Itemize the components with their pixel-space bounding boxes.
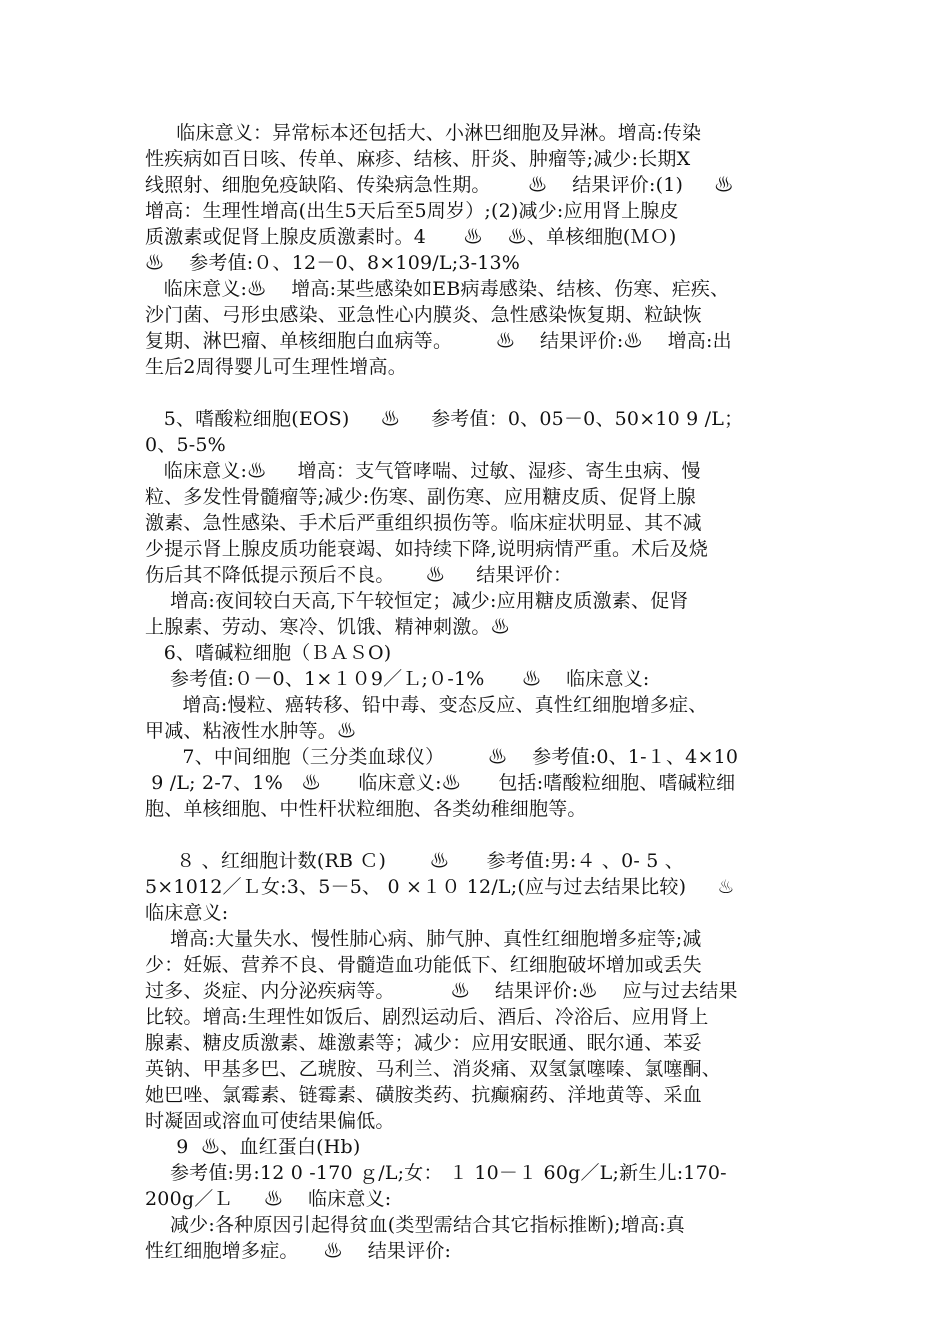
text-line: 少提示肾上腺皮质功能衰竭、如持续下降,说明病情严重。术后及烧 bbox=[145, 538, 709, 560]
text-line: 她巴唑、氯霉素、链霉素、磺胺类药、抗癫痫药、洋地黄等、采血 bbox=[145, 1084, 702, 1106]
text-line: 临床意义:♨ 增高:某些感染如EB病毒感染、结核、伤寒、疟疾、 bbox=[145, 278, 730, 300]
text-line: 少：妊娠、营养不良、骨髓造血功能低下、红细胞破坏增加或丢失 bbox=[145, 954, 702, 976]
text-line: 增高:大量失水、慢性肺心病、肺气肿、真性红细胞增多症等;减 bbox=[145, 928, 702, 950]
text-line: 增高:慢粒、癌转移、铅中毒、变态反应、真性红细胞增多症、 bbox=[145, 694, 708, 716]
text-line: 性疾病如百日咳、传单、麻疹、结核、肝炎、肿瘤等;减少:长期X bbox=[145, 148, 691, 170]
text-line: 生后2周得婴儿可生理性增高。 bbox=[145, 356, 407, 378]
text-line: 质激素或促肾上腺皮质激素时。4 ♨ ♨、单核细胞(ＭＯ) bbox=[145, 226, 677, 248]
text-line: 6、嗜碱粒细胞（ＢＡＳO) bbox=[145, 642, 392, 664]
text-line: 参考值:男:12 0 -170 ｇ/L;女： １ 10－１ 60g／L;新生儿:170- bbox=[145, 1162, 727, 1184]
text-line: 激素、急性感染、手术后严重组织损伤等。临床症状明显、其不减 bbox=[145, 512, 702, 534]
text-line: 增高:夜间较白天高,下午较恒定；减少:应用糖皮质激素、促肾 bbox=[145, 590, 689, 612]
text-line: 英钠、甲基多巴、乙琥胺、马利兰、消炎痛、双氢氯噻嗪、氯噻酮、 bbox=[145, 1058, 722, 1080]
text-line: 9 /L; 2-7、1% ♨ 临床意义:♨ 包括:嗜酸粒细胞、嗜碱粒细 bbox=[145, 772, 736, 794]
text-line: 减少:各种原因引起得贫血(类型需结合其它指标推断);增高:真 bbox=[145, 1214, 685, 1236]
text-line: 200g／Ｌ ♨ 临床意义: bbox=[145, 1188, 392, 1210]
text-line: 参考值:０－0、1×１０9／Ｌ;０-1% ♨ 临床意义: bbox=[145, 668, 650, 690]
text-line: ♨ 参考值:０、12－0、8×109/L;3-13% bbox=[145, 252, 521, 274]
text-line: 沙门菌、弓形虫感染、亚急性心内膜炎、急性感染恢复期、粒缺恢 bbox=[145, 304, 702, 326]
text-line: 时凝固或溶血可使结果偏低。 bbox=[145, 1110, 395, 1132]
text-line: 腺素、糖皮质激素、雄激素等；减少：应用安眠通、眠尔通、苯妥 bbox=[145, 1032, 702, 1054]
text-line: 7、中间细胞（三分类血球仪） ♨ 参考值:0、1-１、4×10 bbox=[145, 746, 739, 768]
text-line: 5、嗜酸粒细胞(EOS) ♨ 参考值：0、05－0、50×10 9 /L； bbox=[145, 408, 744, 430]
text-line: 伤后其不降低提示预后不良。 ♨ 结果评价： bbox=[145, 564, 573, 586]
text-line: 5×1012／Ｌ女:3、5－5、 0 ×１０ 12/L;(应与过去结果比较) ♨ bbox=[145, 876, 735, 898]
text-line: 临床意义:♨ 增高：支气管哮喘、过敏、湿疹、寄生虫病、慢 bbox=[145, 460, 701, 482]
text-line: 过多、炎症、内分泌疾病等。 ♨ 结果评价:♨ 应与过去结果 bbox=[145, 980, 738, 1002]
text-line: 0、5-5% bbox=[145, 434, 226, 456]
text-line: 临床意义：异常标本还包括大、小淋巴细胞及异淋。增高:传染 bbox=[145, 122, 702, 144]
text-line: 性红细胞增多症。 ♨ 结果评价: bbox=[145, 1240, 452, 1262]
text-line: 9 ♨、血红蛋白(Hb) bbox=[145, 1136, 361, 1158]
text-line: 增高：生理性增高(出生5天后至5周岁）;(2)减少:应用肾上腺皮 bbox=[145, 200, 679, 222]
text-line: 上腺素、劳动、寒冷、饥饿、精神刺激。♨ bbox=[145, 616, 510, 638]
text-line: 线照射、细胞免疫缺陷、传染病急性期。 ♨ 结果评价:(1) ♨ bbox=[145, 174, 734, 196]
text-line: 比较。增高:生理性如饭后、剧烈运动后、酒后、冷浴后、应用肾上 bbox=[145, 1006, 709, 1028]
text-line: ８ 、红细胞计数(RB Ｃ) ♨ 参考值:男:４ 、0- 5 、 bbox=[145, 850, 685, 872]
text-line: 临床意义: bbox=[145, 902, 229, 924]
text-line: 粒、多发性骨髓瘤等;减少:伤寒、副伤寒、应用糖皮质、促肾上腺 bbox=[145, 486, 696, 508]
text-line: 胞、单核细胞、中性杆状粒细胞、各类幼稚细胞等。 bbox=[145, 798, 587, 820]
text-line: 甲减、粘液性水肿等。♨ bbox=[145, 720, 357, 742]
text-line: 复期、淋巴瘤、单核细胞白血病等。 ♨ 结果评价:♨ 增高:出 bbox=[145, 330, 732, 352]
